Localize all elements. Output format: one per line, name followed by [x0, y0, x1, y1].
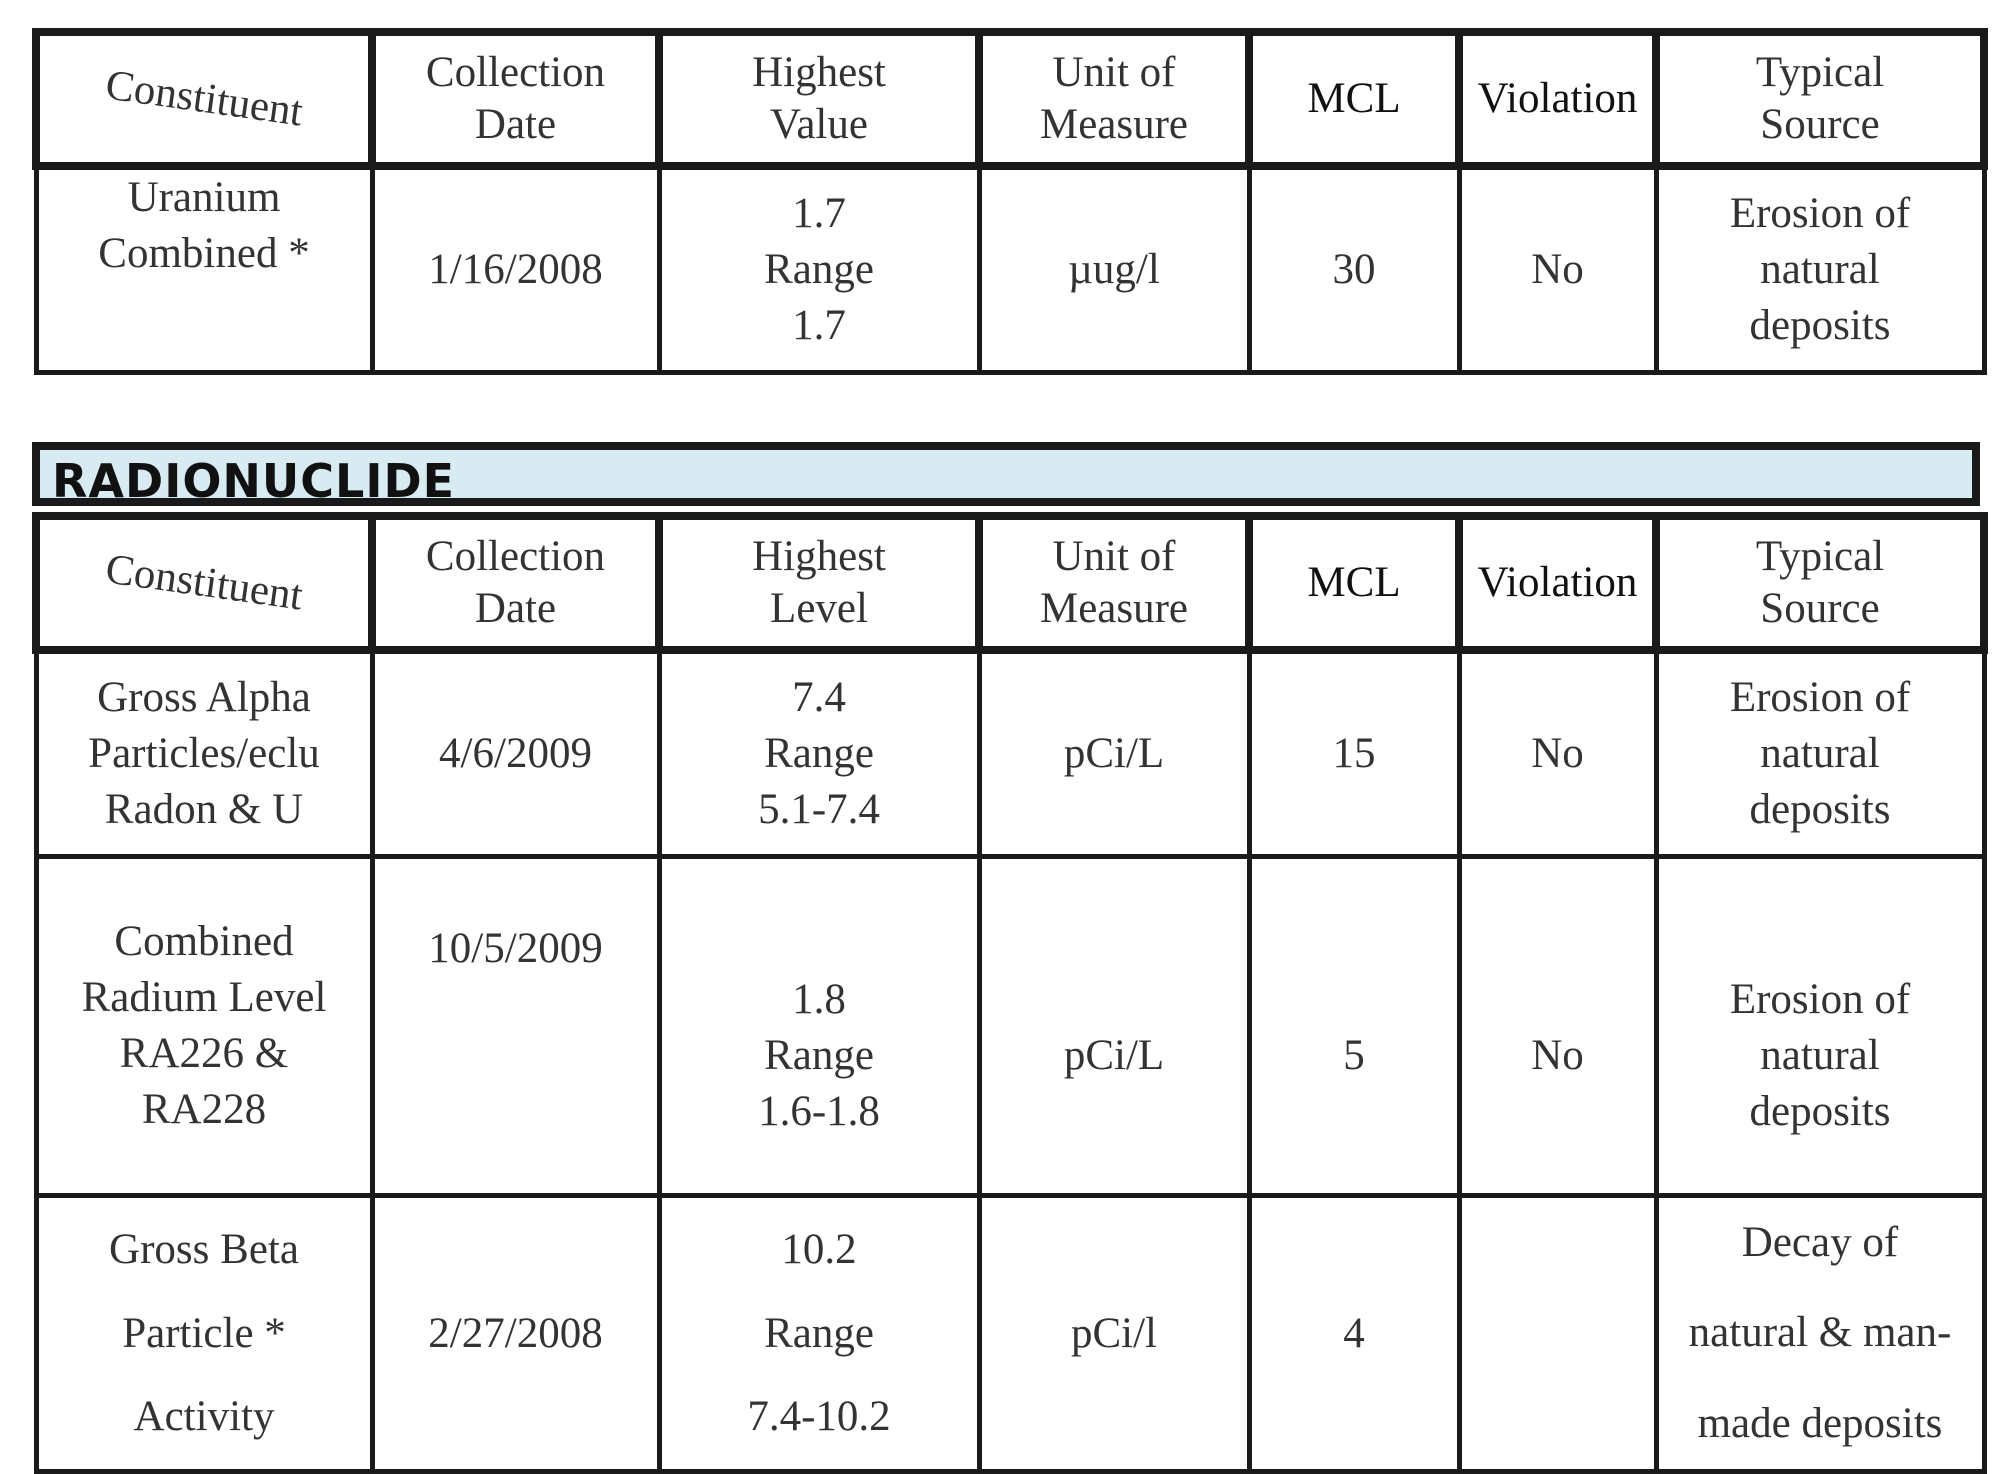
cell-violation: No: [1459, 857, 1656, 1196]
header-mcl: MCL: [1249, 32, 1459, 166]
cell-source: Decay of natural & man- made deposits: [1656, 1196, 1984, 1472]
header-constituent: Constituent: [36, 516, 372, 650]
cell-constituent: Combined Radium Level RA226 & RA228: [36, 857, 372, 1196]
cell-mcl: 30: [1249, 166, 1459, 373]
section-title: RADIONUCLIDE: [52, 454, 456, 508]
cell-unit: pCi/l: [979, 1196, 1249, 1472]
uranium-table: [32, 28, 1988, 375]
cell-date: 10/5/2009: [372, 857, 659, 1196]
cell-highest: 1.7 Range 1.7: [659, 166, 979, 373]
table-row: [36, 166, 1984, 373]
header-mcl: MCL: [1249, 516, 1459, 650]
cell-date: 2/27/2008: [372, 1196, 659, 1472]
table-header-row: [36, 32, 1984, 166]
table-row: [36, 857, 1984, 1196]
header-violation: Violation: [1459, 516, 1656, 650]
cell-violation: No: [1459, 166, 1656, 373]
table-row: [36, 1196, 1984, 1472]
header-constituent: Constituent: [36, 32, 372, 166]
table-row: [36, 650, 1984, 857]
cell-date: 1/16/2008: [372, 166, 659, 373]
header-highest-level: Highest Level: [659, 516, 979, 650]
cell-mcl: 5: [1249, 857, 1459, 1196]
cell-constituent: Gross Alpha Particles/eclu Radon & U: [36, 650, 372, 857]
cell-unit: pCi/L: [979, 857, 1249, 1196]
cell-violation: No: [1459, 650, 1656, 857]
radionuclide-table: [32, 512, 1988, 1474]
cell-source: Erosion of natural deposits: [1656, 650, 1984, 857]
cell-mcl: 15: [1249, 650, 1459, 857]
cell-highest: 1.8 Range 1.6-1.8: [659, 857, 979, 1196]
header-violation: Violation: [1459, 32, 1656, 166]
cell-highest: 7.4 Range 5.1-7.4: [659, 650, 979, 857]
cell-date: 4/6/2009: [372, 650, 659, 857]
cell-violation: [1459, 1196, 1656, 1472]
header-unit: Unit of Measure: [979, 516, 1249, 650]
radionuclide-section-header: [32, 442, 1980, 506]
cell-source: Erosion of natural deposits: [1656, 857, 1984, 1196]
cell-constituent: Uranium Combined *: [36, 166, 372, 373]
cell-unit: µug/l: [979, 166, 1249, 373]
cell-source: Erosion of natural deposits: [1656, 166, 1984, 373]
table-header-row: [36, 516, 1984, 650]
header-unit: Unit of Measure: [979, 32, 1249, 166]
header-typical-source: Typical Source: [1656, 32, 1984, 166]
cell-unit: pCi/L: [979, 650, 1249, 857]
header-collection-date: Collection Date: [372, 32, 659, 166]
header-highest-value: Highest Value: [659, 32, 979, 166]
cell-highest: 10.2 Range 7.4-10.2: [659, 1196, 979, 1472]
header-collection-date: Collection Date: [372, 516, 659, 650]
header-typical-source: Typical Source: [1656, 516, 1984, 650]
cell-constituent: Gross Beta Particle * Activity: [36, 1196, 372, 1472]
cell-mcl: 4: [1249, 1196, 1459, 1472]
